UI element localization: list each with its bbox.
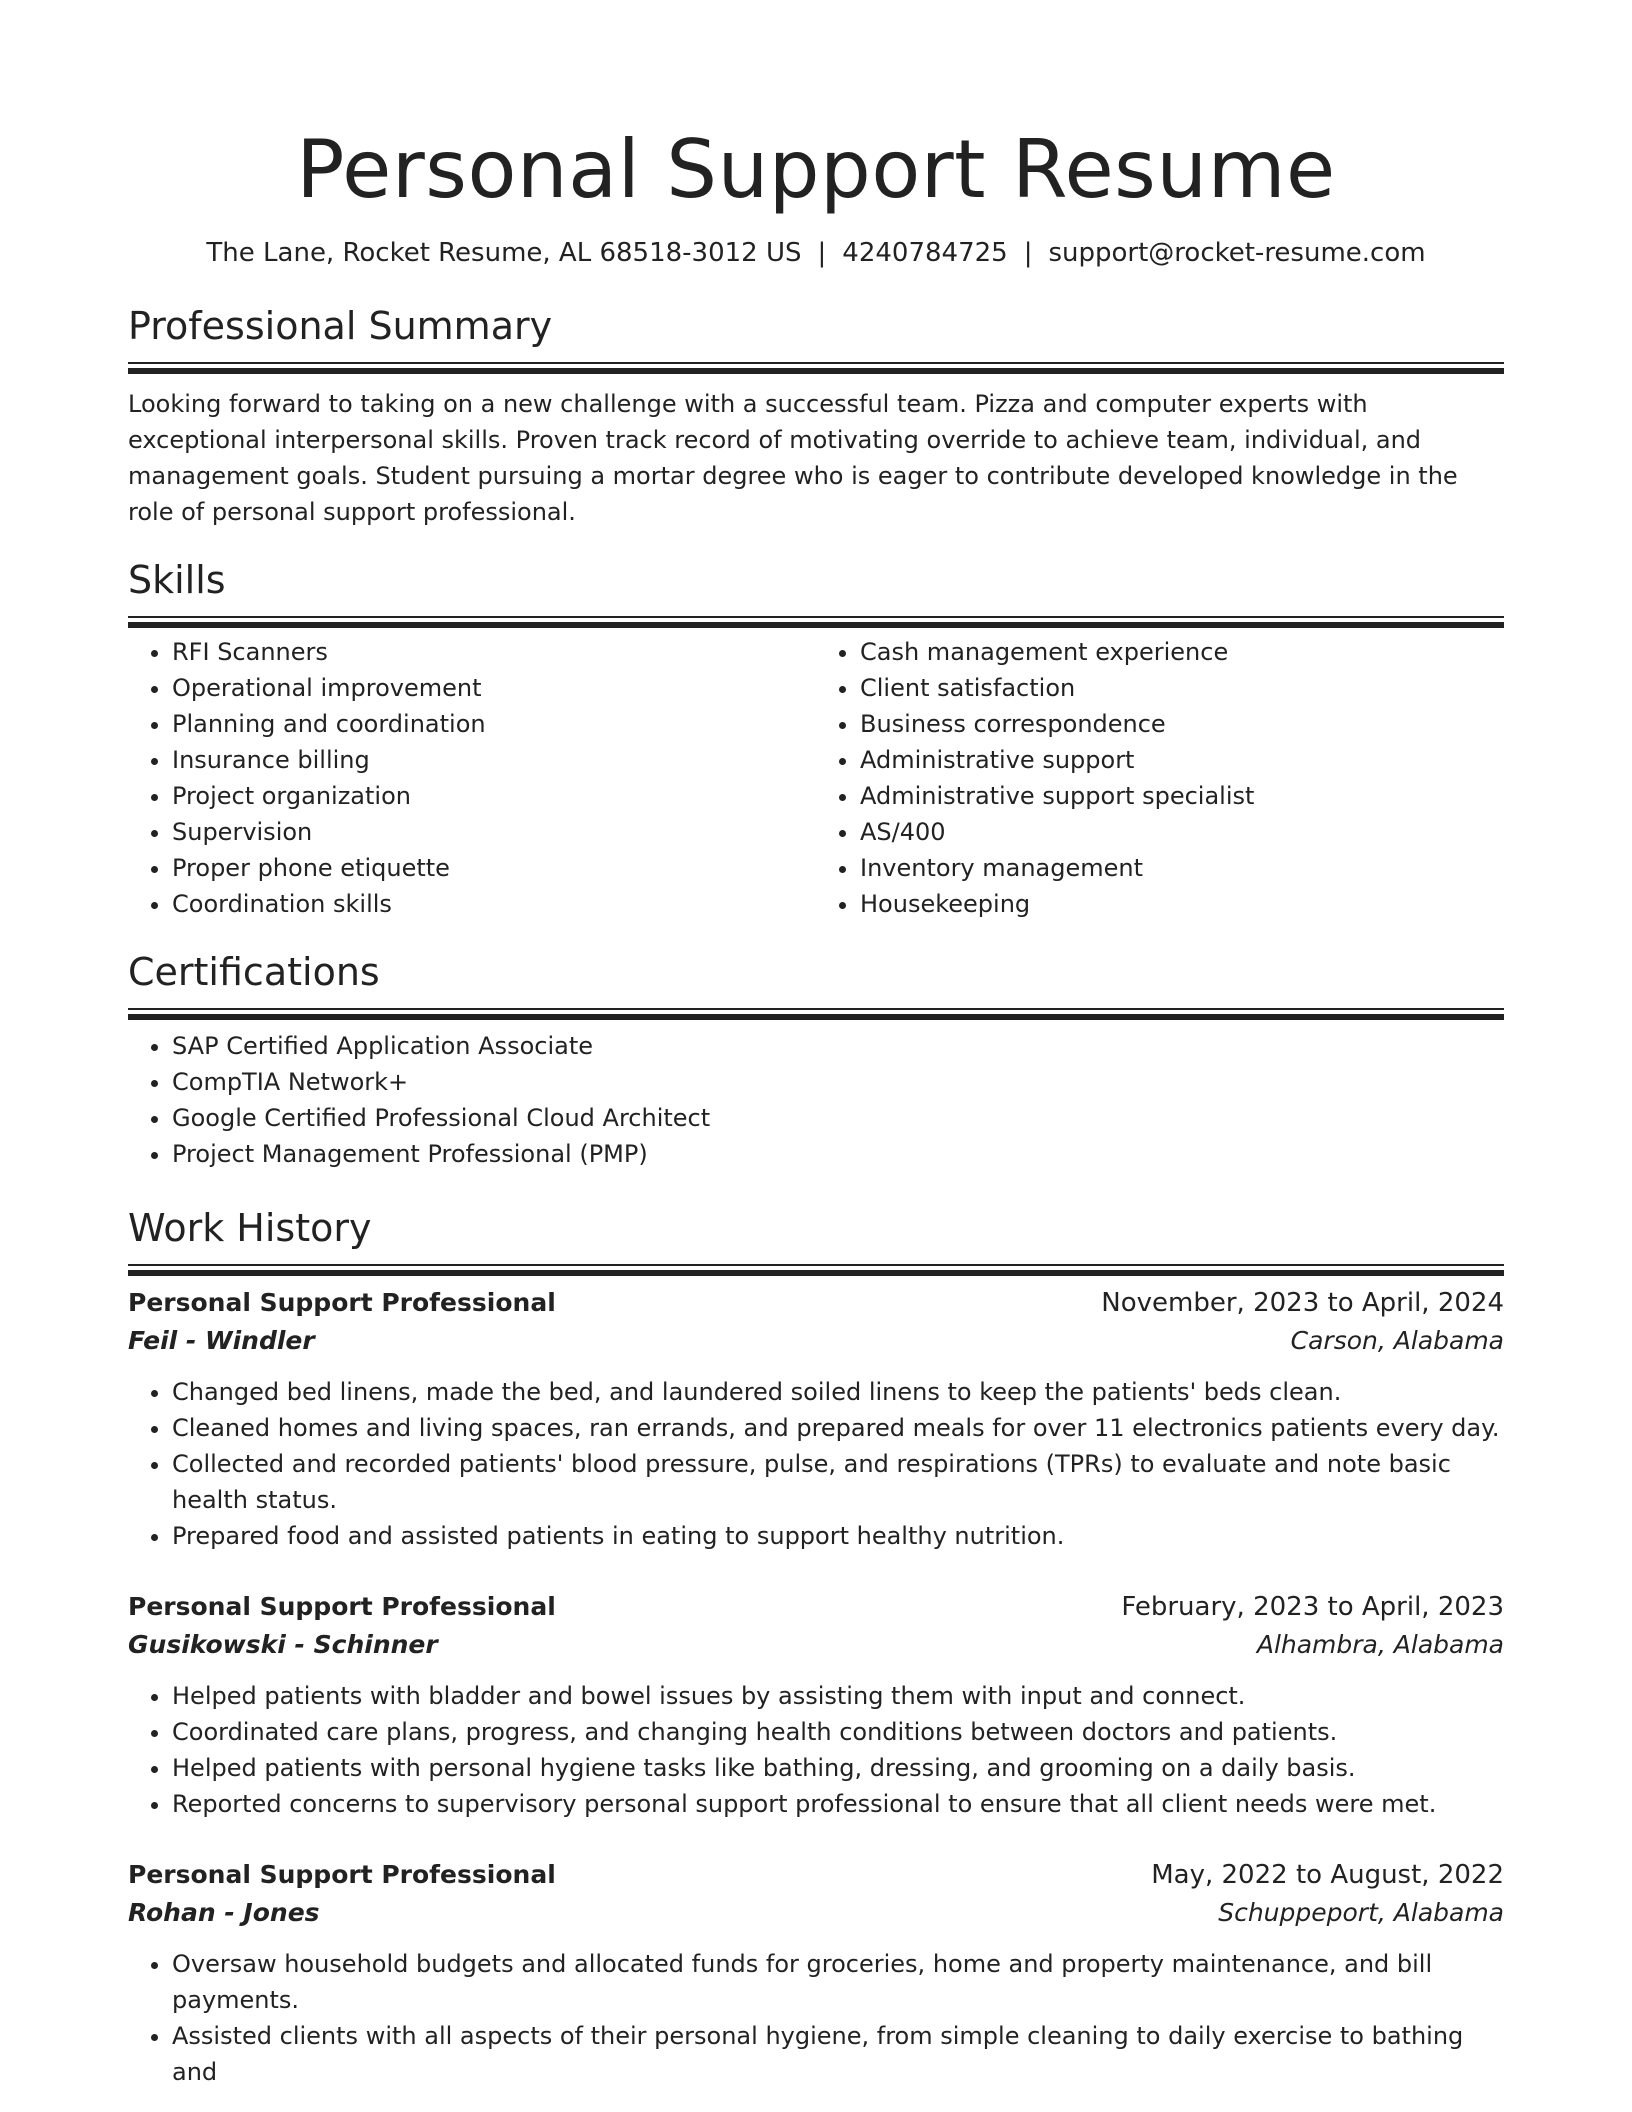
contact-phone: 4240784725 [842, 238, 1008, 268]
job-bullet: • Helped patients with bladder and bowel issues by assisting them with input and connect. [172, 1678, 1504, 1714]
job-dates: May, 2022 to August, 2022 [1151, 1860, 1504, 1890]
section-divider [128, 616, 1504, 618]
job-bullet: • Prepared food and assisted patients in eating to support healthy nutrition. [172, 1518, 1504, 1554]
skill-item: • Operational improvement [172, 670, 816, 706]
skill-item: • Cash management experience [860, 634, 1504, 670]
job-subheader [128, 1626, 1504, 1664]
skill-item: • Insurance billing [172, 742, 816, 778]
section-divider [128, 1008, 1504, 1010]
skill-item: • Project organization [172, 778, 816, 814]
skill-item: • Administrative support specialist [860, 778, 1504, 814]
certification-item: • SAP Certified Application Associate [172, 1028, 1504, 1064]
job-bullets [128, 1678, 1504, 1822]
job-bullet: • Coordinated care plans, progress, and changing health conditions between doctors and patients. [172, 1714, 1504, 1750]
skill-item: • Supervision [172, 814, 816, 850]
job-title: Personal Support Professional [128, 1288, 556, 1317]
job-bullet: • Collected and recorded patients' blood pressure, pulse, and respirations (TPRs) to evaluate and note basic health status. [172, 1446, 1504, 1518]
job-header [128, 1284, 1504, 1322]
contact-separator: | [817, 238, 827, 268]
skill-item: • AS/400 [860, 814, 1504, 850]
skill-item: • Planning and coordination [172, 706, 816, 742]
job-bullet: • Reported concerns to supervisory personal support professional to ensure that all client needs were met. [172, 1786, 1504, 1822]
job-header [128, 1588, 1504, 1626]
skill-item: • Client satisfaction [860, 670, 1504, 706]
skills-columns [128, 634, 1504, 922]
contact-address: The Lane, Rocket Resume, AL 68518-3012 US [206, 238, 802, 268]
contact-email: support@rocket-resume.com [1048, 238, 1426, 268]
skills-heading: Skills [128, 558, 226, 602]
job-bullet: • Cleaned homes and living spaces, ran errands, and prepared meals for over 11 electronics patients every day. [172, 1410, 1504, 1446]
job-entry [128, 1856, 1504, 2090]
job-title: Personal Support Professional [128, 1592, 556, 1621]
work-history-heading: Work History [128, 1206, 372, 1250]
job-entry [128, 1588, 1504, 1822]
job-bullet: • Oversaw household budgets and allocated funds for groceries, home and property maintenance, and bill payments. [172, 1946, 1504, 2018]
certifications-heading: Certifications [128, 950, 380, 994]
job-location: Carson, Alabama [1290, 1326, 1504, 1355]
job-dates: February, 2023 to April, 2023 [1121, 1592, 1504, 1622]
skill-item: • Inventory management [860, 850, 1504, 886]
job-bullets [128, 1374, 1504, 1554]
resume-page [128, 0, 1504, 2090]
job-company: Rohan - Jones [128, 1898, 320, 1927]
resume-title: Personal Support Resume [296, 123, 1336, 216]
job-location: Schuppeport, Alabama [1218, 1898, 1504, 1927]
job-bullet: • Changed bed linens, made the bed, and laundered soiled linens to keep the patients' beds clean. [172, 1374, 1504, 1410]
certification-item: • CompTIA Network+ [172, 1064, 1504, 1100]
job-title: Personal Support Professional [128, 1860, 556, 1889]
section-divider [128, 1264, 1504, 1266]
summary-section [128, 304, 1504, 530]
job-company: Gusikowski - Schinner [128, 1630, 438, 1659]
contact-line [128, 236, 1504, 270]
certification-item: • Project Management Professional (PMP) [172, 1136, 1504, 1172]
skill-item: • Business correspondence [860, 706, 1504, 742]
contact-separator: | [1023, 238, 1033, 268]
summary-text: Looking forward to taking on a new challenge with a successful team. Pizza and computer experts with exceptional interpersonal skills. Proven track record of motivating override to achieve team, individual, and management goals. Student pursuing a mortar degree who is eager to contribute developed knowledge in the role of personal support professional. [128, 390, 1458, 526]
certifications-list [128, 1028, 1504, 1172]
skill-item: • Coordination skills [172, 886, 816, 922]
certification-item: • Google Certified Professional Cloud Architect [172, 1100, 1504, 1136]
skill-item: • RFI Scanners [172, 634, 816, 670]
job-subheader [128, 1894, 1504, 1932]
skill-item: • Administrative support [860, 742, 1504, 778]
job-subheader [128, 1322, 1504, 1360]
job-bullet: • Helped patients with personal hygiene tasks like bathing, dressing, and grooming on a daily basis. [172, 1750, 1504, 1786]
skills-section [128, 558, 1504, 922]
job-bullets [128, 1946, 1504, 2090]
work-history-section [128, 1206, 1504, 2090]
job-dates: November, 2023 to April, 2024 [1101, 1288, 1504, 1318]
job-company: Feil - Windler [128, 1326, 315, 1355]
skill-item: • Housekeeping [860, 886, 1504, 922]
job-location: Alhambra, Alabama [1256, 1630, 1504, 1659]
summary-heading: Professional Summary [128, 304, 553, 348]
skill-item: • Proper phone etiquette [172, 850, 816, 886]
section-divider [128, 362, 1504, 364]
skills-list-right [816, 634, 1504, 922]
certifications-section [128, 950, 1504, 1172]
job-bullet: • Assisted clients with all aspects of their personal hygiene, from simple cleaning to daily exercise to bathing and [172, 2018, 1504, 2090]
job-entry [128, 1284, 1504, 1554]
skills-list-left [128, 634, 816, 922]
job-header [128, 1856, 1504, 1894]
